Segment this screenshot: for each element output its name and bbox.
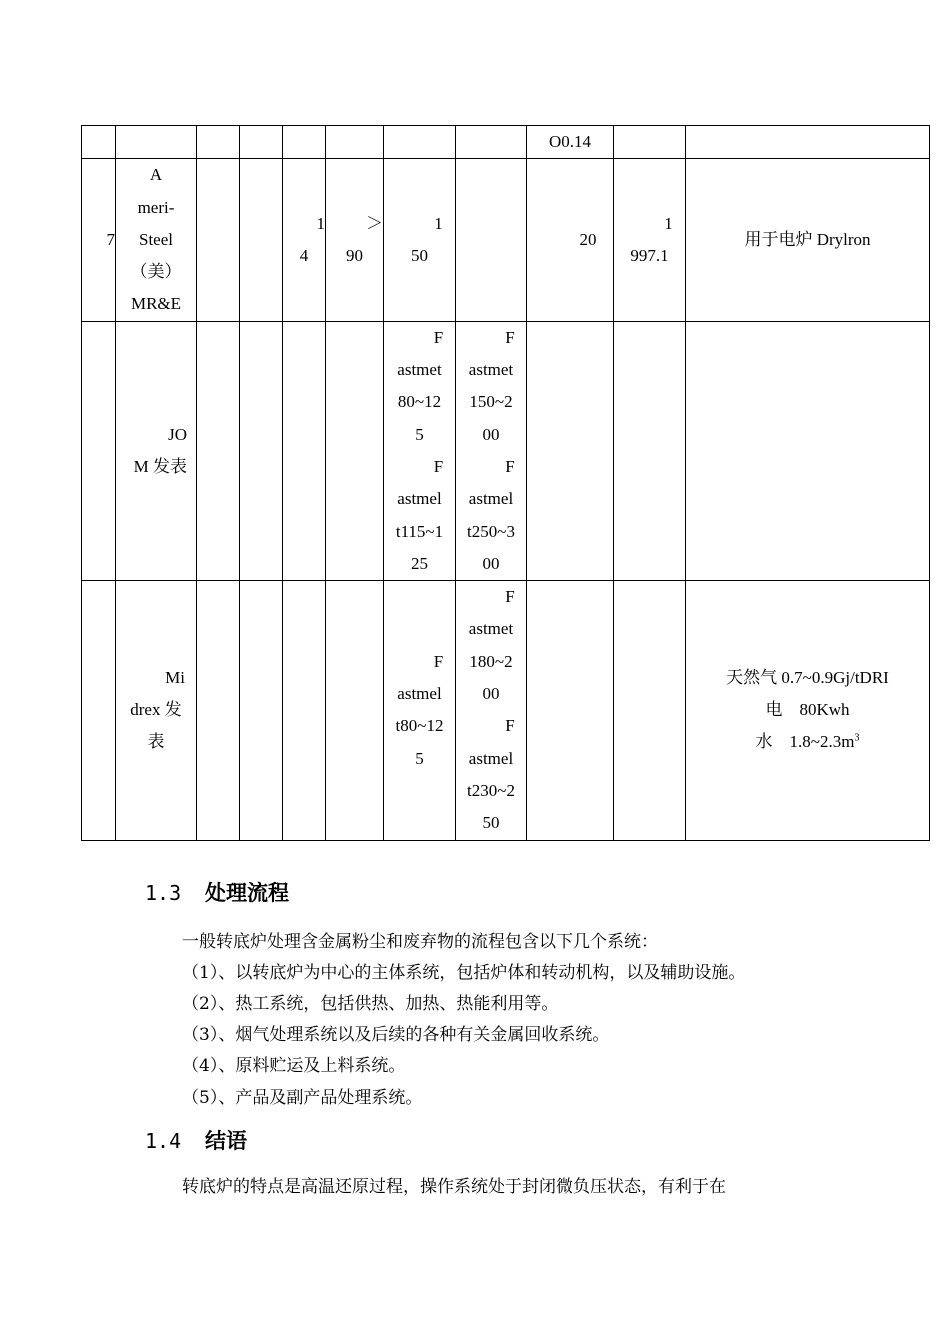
table-cell: 用于电炉 Drylron — [686, 159, 930, 321]
list-item: （1）、以转底炉为中心的主体系统，包括炉体和转动机构，以及辅助设施。 — [182, 963, 746, 983]
paragraph: 一般转底炉处理含金属粉尘和废弃物的流程包含以下几个系统： — [182, 932, 658, 952]
list-item: （3）、烟气处理系统以及后续的各种有关金属回收系统。 — [182, 1025, 610, 1045]
table-row — [82, 126, 930, 159]
table-row — [82, 159, 930, 321]
list-item: （5）、产品及副产品处理系统。 — [182, 1088, 423, 1108]
list-item: （4）、原料贮运及上料系统。 — [182, 1056, 406, 1076]
table-cell: 1 50 — [384, 159, 456, 321]
table-row — [82, 321, 930, 580]
data-table — [81, 125, 930, 841]
section-heading: 1.4 结语 — [145, 1128, 247, 1153]
section-heading: 1.3 处理流程 — [145, 880, 289, 905]
table-cell: F astmet 180~2 00 F astmel t230~2 50 — [456, 581, 527, 840]
table-row — [82, 581, 930, 840]
table-cell: ＞ 90 — [326, 159, 384, 321]
table-cell: 天然气 0.7~0.9Gj/tDRI 电 80Kwh 水 $1.8\sim 2.3m^3$ — [686, 581, 930, 840]
table-cell: F astmet 80~12 5 F astmel t115~1 25 — [384, 321, 456, 580]
table-cell: A meri- Steel （美） MR&E — [116, 159, 197, 321]
paragraph: 转底炉的特点是高温还原过程，操作系统处于封闭微负压状态，有利于在 — [182, 1177, 726, 1197]
table-cell: O0.14 — [527, 126, 614, 159]
table-cell: 1 997.1 — [614, 159, 686, 321]
list-item: （2）、热工系统，包括供热、加热、热能利用等。 — [182, 994, 559, 1014]
table-cell: F astmet 150~2 00 F astmel t250~3 00 — [456, 321, 527, 580]
table-cell: F astmel t80~12 5 — [384, 581, 456, 840]
table-cell: 20 — [527, 159, 614, 321]
table-cell: 1 4 — [283, 159, 326, 321]
table-cell: Mi drex 发 表 — [116, 581, 197, 840]
table-cell: 7 — [82, 159, 116, 321]
table-cell: JO M 发表 — [116, 321, 197, 580]
